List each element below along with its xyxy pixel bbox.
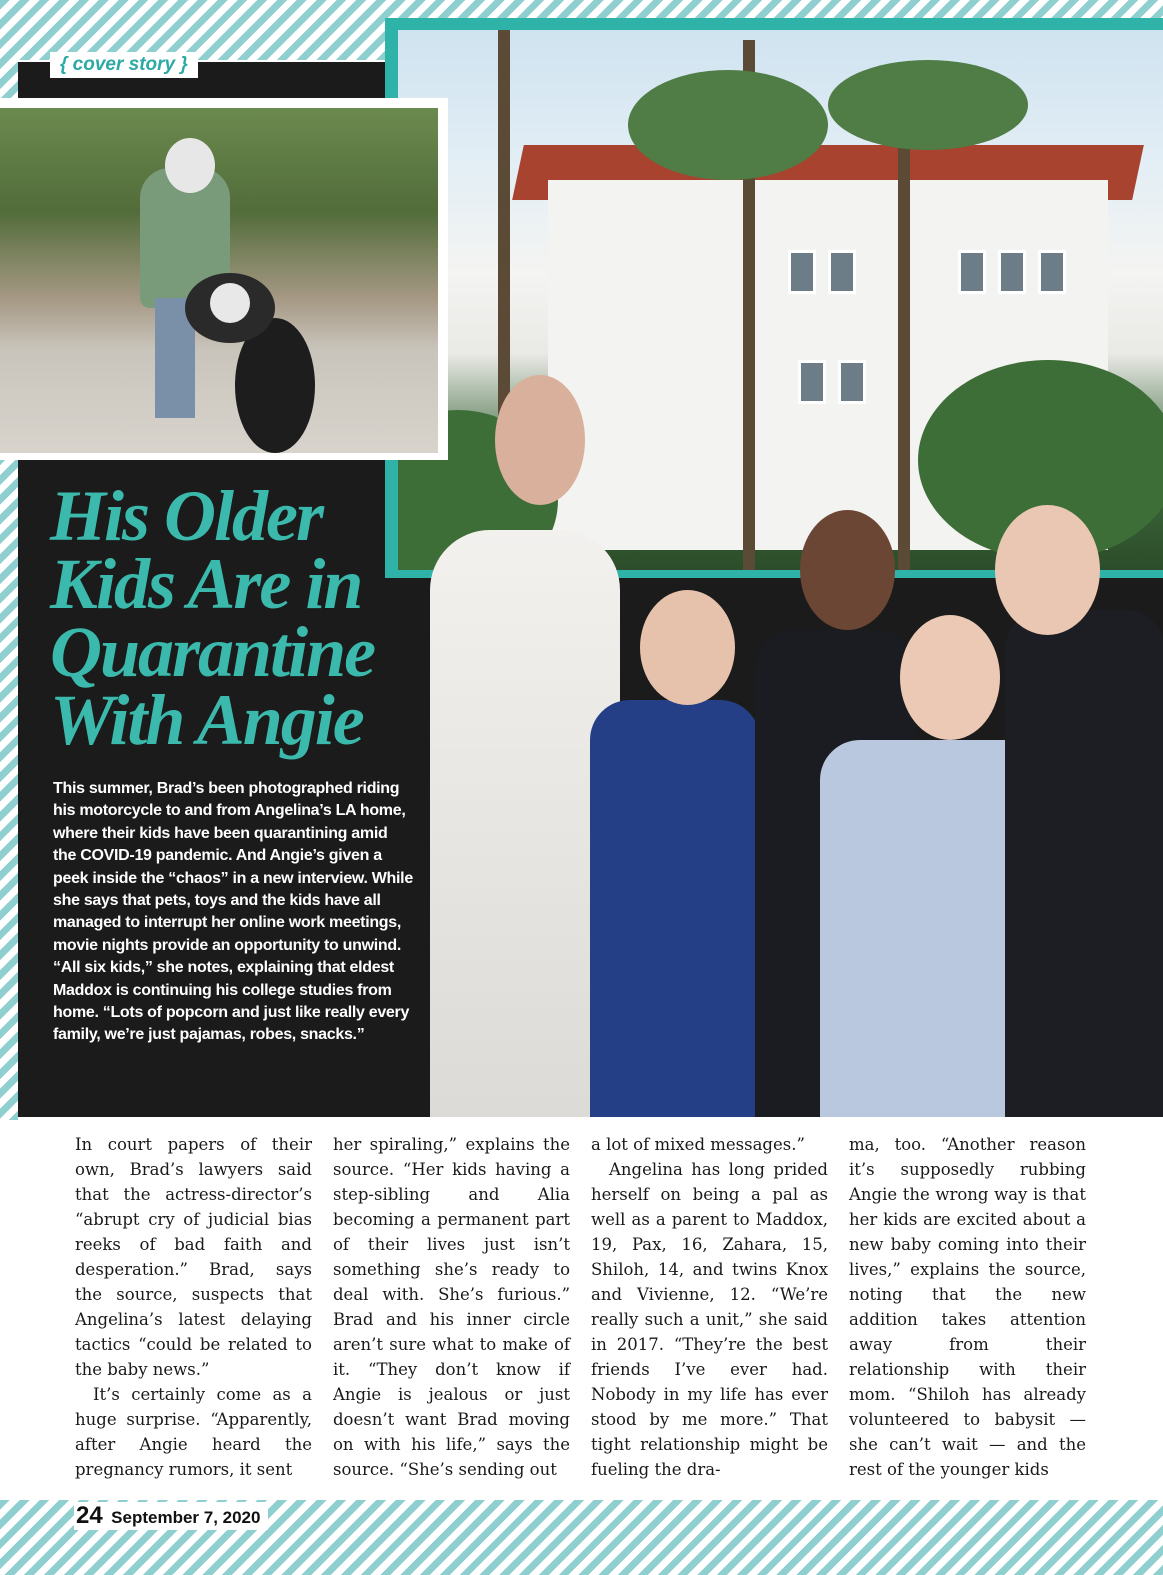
child-face	[900, 615, 1000, 740]
headline-line: Quarantine	[50, 612, 375, 692]
house-window	[788, 250, 816, 294]
article-column-3	[591, 1132, 828, 1482]
paragraph: a lot of mixed messages.”	[591, 1135, 805, 1154]
headline-line: His Older	[50, 476, 323, 556]
palm-fronds	[628, 70, 828, 180]
article-column-1	[75, 1132, 312, 1482]
house-window	[1038, 250, 1066, 294]
family-photo	[410, 370, 1163, 1117]
teen-face	[995, 505, 1100, 635]
house-window	[958, 250, 986, 294]
motorcycle-photo-frame	[0, 98, 448, 460]
rider-helmet	[165, 138, 215, 193]
page-number: 24	[76, 1502, 103, 1529]
article-column-4	[849, 1132, 1086, 1482]
girl-face	[800, 510, 895, 630]
child-blue-suit	[590, 700, 760, 1117]
section-label: { cover story }	[50, 52, 198, 78]
house-window	[828, 250, 856, 294]
paragraph: It’s certainly come as a huge surprise. “Apparently, after Angie heard the pregnancy rumors, it sent	[75, 1385, 312, 1479]
paragraph: In court papers of their own, Brad’s lawyers said that the actress-director’s “abrupt cry of judicial bias reeks of bad faith and desperation.” Brad, says the source, suspects that Angelina’s latest delaying tactics “could be related to the baby news.”	[75, 1135, 312, 1379]
headline	[50, 476, 470, 760]
palm-fronds	[828, 60, 1028, 150]
house-window	[998, 250, 1026, 294]
headline-line: Kids Are in	[50, 544, 362, 624]
paragraph: Angelina has long prided herself on being a pal as well as a parent to Maddox, 19, Pax, 16, Zahara, 15, Shiloh, 14, and twins Knox and Vivienne, 12. “We’re really such a unit,” she said in 2017. “They’re the best friends I’ve ever had. Nobody in my life has ever stood by me more.” That tight relationship might be fueling the dra-	[591, 1160, 828, 1479]
deck-text: This summer, Brad’s been photographed riding his motorcycle to and from Angelina’s LA home, where their kids have been quarantining amid the COVID-19 pandemic. And Angie’s given a peek inside the “chaos” in a new interview. While she says that pets, toys and the kids have all managed to interrupt her online work meetings, movie nights provide an opportunity to unwind. “All six kids,” she notes, explaining that eldest Maddox is continuing his college studies from home. “Lots of popcorn and just like really every family, we’re just pajamas, robes, snacks.”	[53, 780, 413, 1044]
headline-line: With Angie	[50, 680, 363, 760]
article-column-2	[333, 1132, 570, 1482]
paragraph: her spiraling,” explains the source. “Her kids having a step-sibling and Alia becoming a permanent part of their lives just isn’t something she’s ready to deal with. She’s furious.” Brad and his inner circle aren’t sure what to make of it. “They don’t know if Angie is jealous or just doesn’t want Brad moving on with his life,” says the source. “She’s sending out	[333, 1135, 570, 1479]
teen-black-jacket	[1005, 610, 1163, 1117]
woman-face	[495, 375, 585, 505]
bike-headlight	[210, 283, 250, 323]
folio	[74, 1502, 268, 1530]
motorcycle-photo	[0, 108, 438, 453]
issue-date: September 7, 2020	[111, 1508, 261, 1527]
child-face	[640, 590, 735, 705]
paragraph: ma, too. “Another reason it’s supposedly rubbing Angie the wrong way is that her kids are excited about a new baby coming into their lives,” explains the source, noting that the new addition takes attention away from their relationship with their mom. “Shiloh has already volunteered to babysit — she can’t wait — and the rest of the younger kids	[849, 1135, 1086, 1479]
